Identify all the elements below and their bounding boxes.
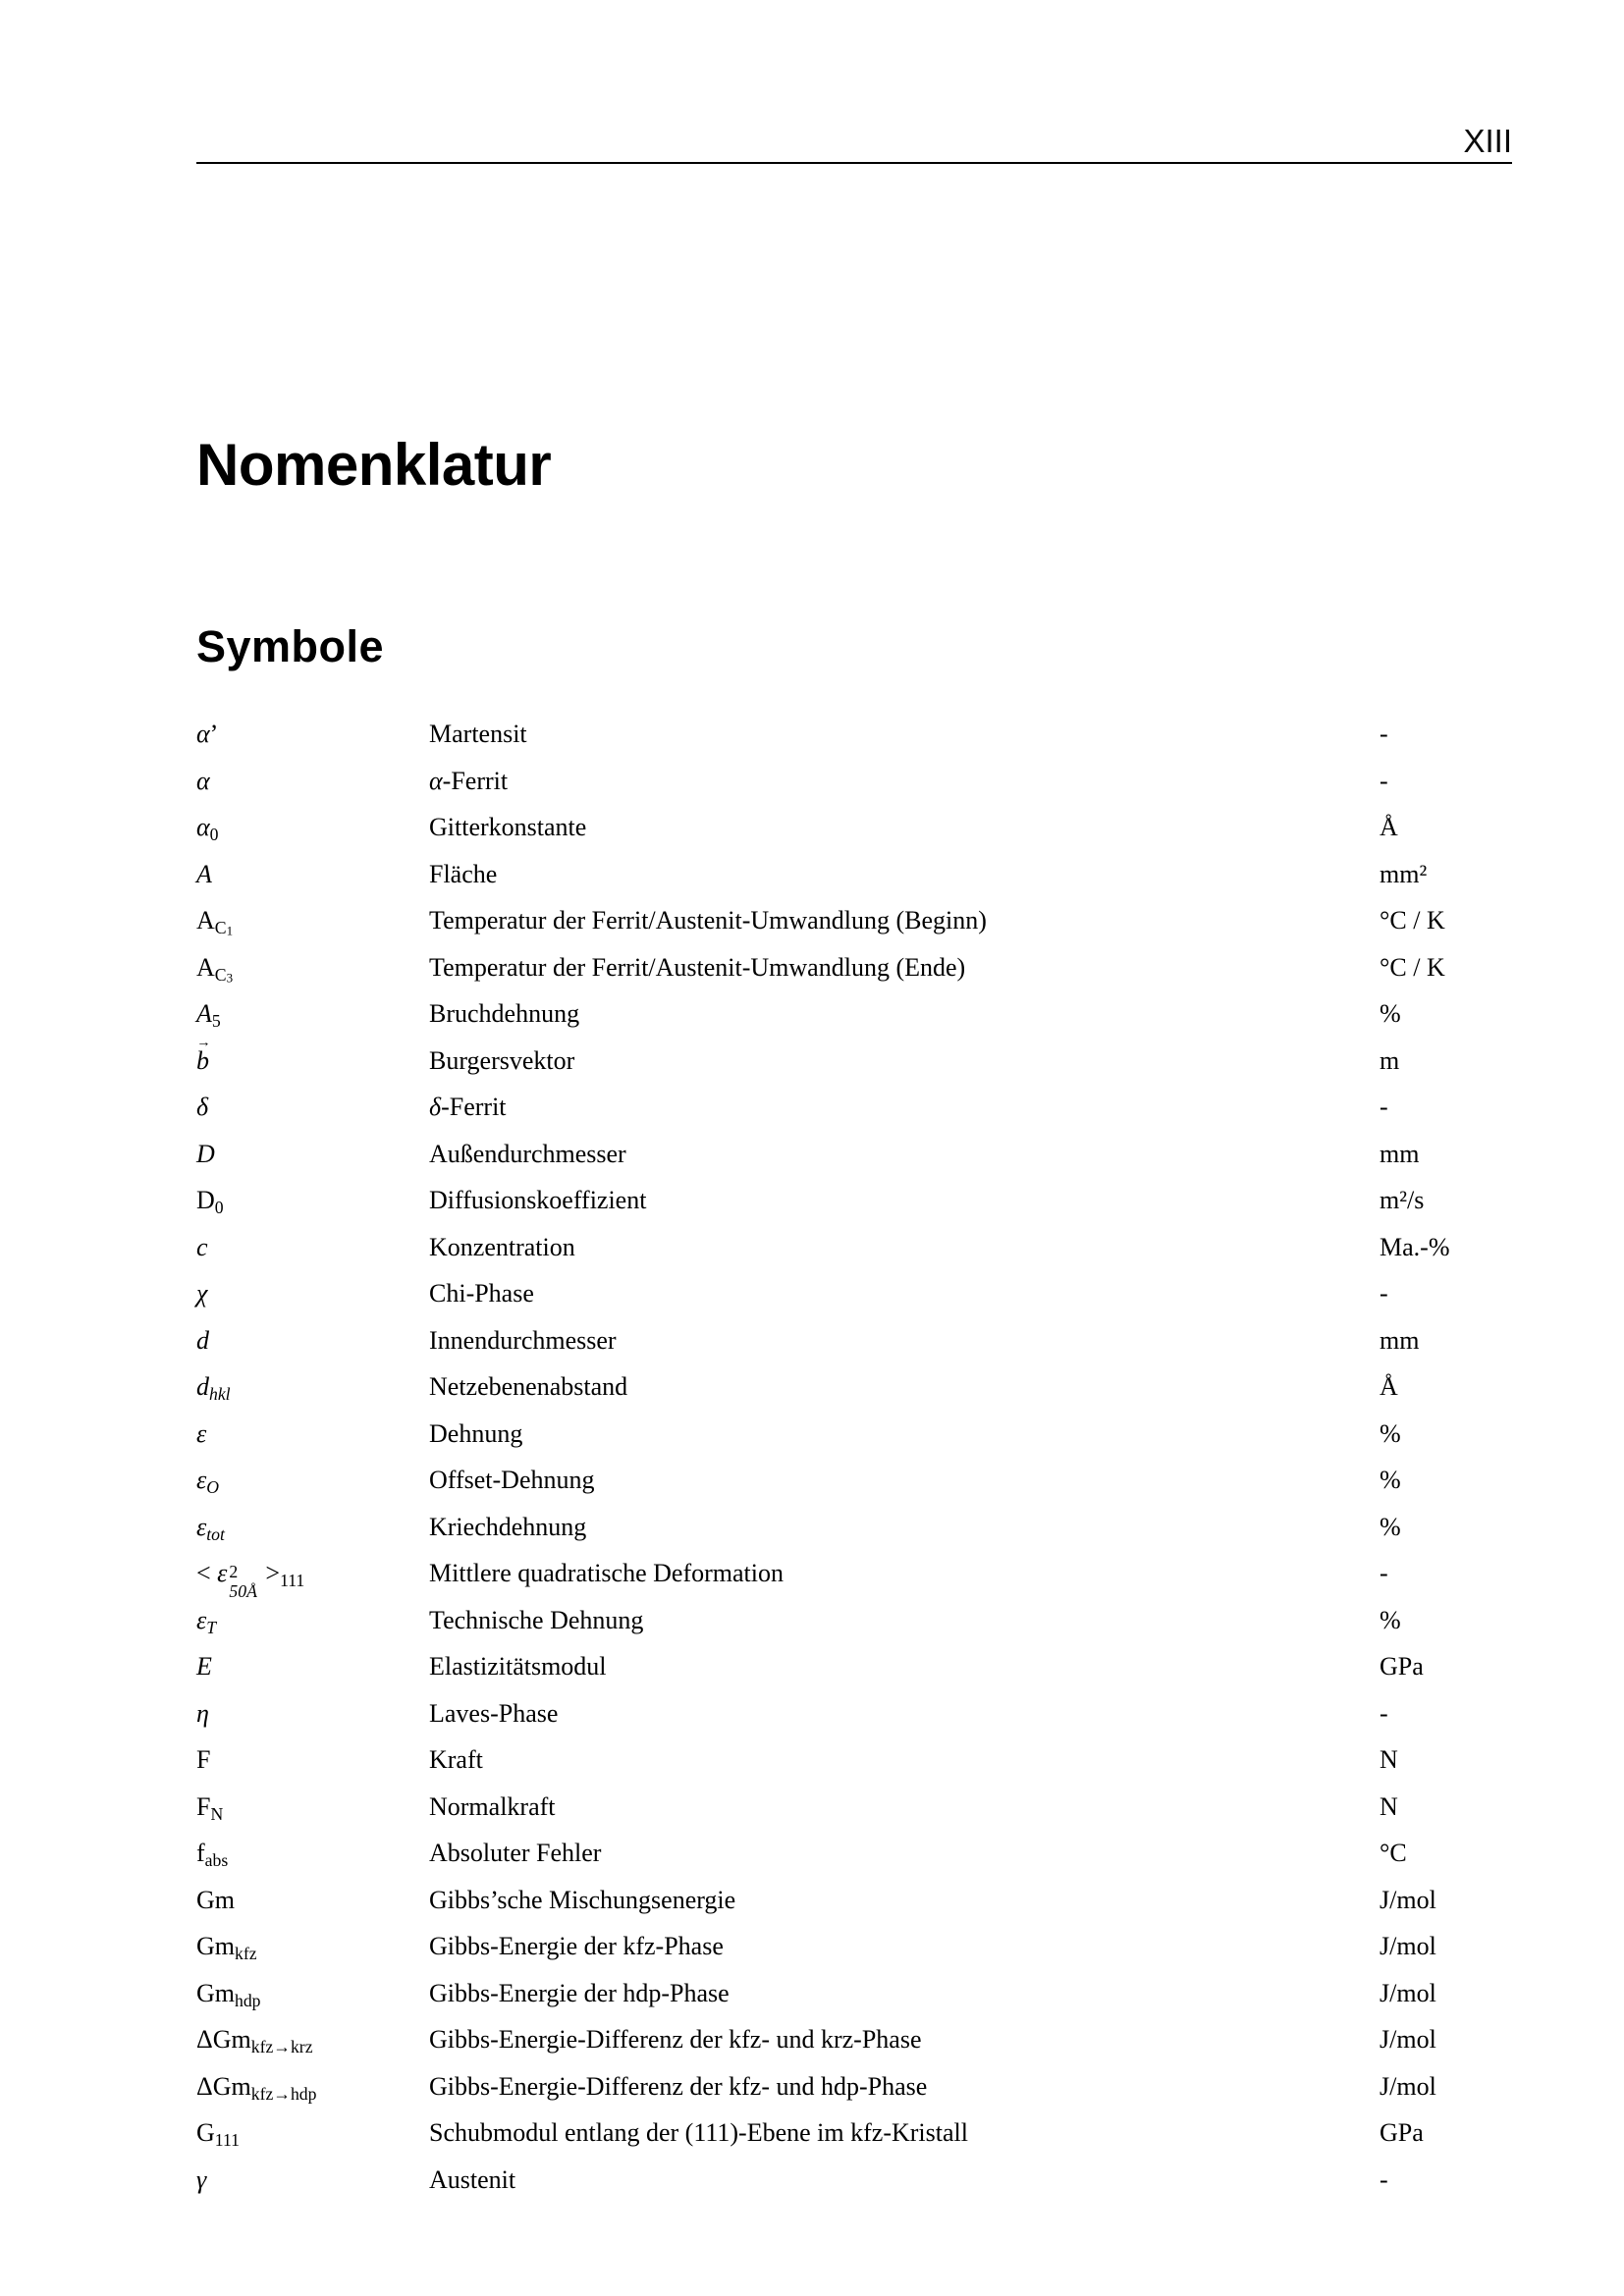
symbols-table bbox=[196, 711, 1512, 2203]
description-cell: Diffusionskoeffizient bbox=[429, 1186, 647, 1214]
symbol-cell bbox=[196, 1131, 429, 1178]
symbol-row bbox=[196, 2016, 1512, 2063]
unit-cell: J/mol bbox=[1380, 1932, 1436, 1960]
description-cell: Außendurchmesser bbox=[429, 1139, 626, 1168]
symbol-segment: ΔGm bbox=[196, 2025, 251, 2054]
unit-cell: m bbox=[1380, 1045, 1400, 1075]
symbol-row bbox=[196, 1317, 1512, 1364]
unit-cell: N bbox=[1380, 1791, 1398, 1821]
description-cell: Austenit bbox=[429, 2164, 516, 2194]
symbol-row bbox=[196, 1643, 1512, 1690]
unit-cell: J/mol bbox=[1380, 1885, 1436, 1914]
symbol-cell bbox=[196, 2016, 429, 2063]
symbol-segment: A bbox=[196, 859, 212, 888]
unit-cell: J/mol bbox=[1380, 2025, 1436, 2054]
symbol-segment: A bbox=[196, 906, 215, 934]
symbol-cell bbox=[196, 897, 429, 944]
symbol-cell bbox=[196, 1270, 429, 1317]
symbol-segment: 5 bbox=[211, 1010, 221, 1031]
symbol-segment: Gm bbox=[196, 1885, 235, 1914]
symbol-segment bbox=[196, 1035, 211, 1075]
symbol-segment: ΔGm bbox=[196, 2071, 251, 2101]
symbol-segment: G bbox=[196, 2118, 215, 2147]
unit-cell: % bbox=[1380, 1605, 1401, 1634]
description-cell: Kriechdehnung bbox=[429, 1512, 587, 1541]
symbol-cell bbox=[196, 804, 429, 851]
symbol-cell bbox=[196, 1690, 429, 1737]
header-rule bbox=[196, 162, 1512, 164]
description-cell: Martensit bbox=[429, 720, 527, 748]
symbol-segment: tot bbox=[206, 1523, 225, 1544]
unit-cell: - bbox=[1380, 720, 1388, 748]
symbol-segment: ε bbox=[196, 1605, 207, 1634]
symbol-row bbox=[196, 1877, 1512, 1924]
description-cell: Mittlere quadratische Deformation bbox=[429, 1559, 784, 1587]
symbol-cell bbox=[196, 1830, 429, 1877]
symbol-segment: α bbox=[429, 766, 443, 795]
symbol-segment: δ bbox=[196, 1093, 209, 1121]
symbol-cell bbox=[196, 1643, 429, 1690]
unit-cell: mm bbox=[1380, 1325, 1420, 1355]
symbol-row bbox=[196, 851, 1512, 898]
unit-cell: % bbox=[1380, 1466, 1401, 1494]
symbol-segment: d bbox=[196, 1325, 209, 1355]
section-title: Symbole bbox=[196, 621, 385, 671]
description-cell: Innendurchmesser bbox=[429, 1325, 617, 1355]
symbol-row bbox=[196, 1923, 1512, 1970]
vector-arrow-icon: → bbox=[196, 1035, 211, 1051]
symbol-cell bbox=[196, 1877, 429, 1924]
symbol-segment: c bbox=[196, 1232, 208, 1261]
symbol-cell bbox=[196, 851, 429, 898]
symbol-cell bbox=[196, 1457, 429, 1504]
symbol-cell bbox=[196, 1363, 429, 1411]
description-cell: Absoluter Fehler bbox=[429, 1839, 602, 1867]
symbol-cell bbox=[196, 990, 429, 1038]
symbol-cell bbox=[196, 2157, 429, 2204]
symbol-segment: A bbox=[196, 999, 212, 1028]
symbol-segment: f bbox=[196, 1839, 205, 1867]
symbol-segment: F bbox=[196, 1791, 211, 1821]
vector-base: b bbox=[196, 1045, 209, 1075]
unit-cell: J/mol bbox=[1380, 1978, 1436, 2007]
description-cell bbox=[429, 1084, 1380, 1131]
symbol-row bbox=[196, 1457, 1512, 1504]
unit-cell: - bbox=[1380, 766, 1388, 795]
description-cell: Burgersvektor bbox=[429, 1045, 575, 1075]
unit-cell: % bbox=[1380, 999, 1401, 1028]
symbol-cell bbox=[196, 1317, 429, 1364]
symbol-cell bbox=[196, 1411, 429, 1458]
unit-cell: mm bbox=[1380, 1139, 1420, 1168]
symbol-segment: -Ferrit bbox=[441, 1093, 507, 1121]
symbol-cell bbox=[196, 1784, 429, 1831]
symbol-segment: kfz bbox=[235, 1943, 257, 1963]
unit-cell: °C / K bbox=[1380, 906, 1445, 934]
symbol-segment: E bbox=[196, 1652, 212, 1681]
unit-cell: °C bbox=[1380, 1839, 1407, 1867]
description-cell: Netzebenenabstand bbox=[429, 1372, 628, 1401]
description-cell: Temperatur der Ferrit/Austenit-Umwandlung (Beginn) bbox=[429, 906, 987, 934]
symbol-segment: ε bbox=[217, 1559, 228, 1587]
symbol-cell bbox=[196, 1550, 429, 1601]
unit-cell: N bbox=[1380, 1745, 1398, 1774]
symbol-segment: Gm bbox=[196, 1932, 235, 1960]
description-cell: Bruchdehnung bbox=[429, 999, 580, 1028]
symbol-segment: α bbox=[196, 766, 210, 795]
symbol-cell bbox=[196, 1084, 429, 1131]
symbol-segment: abs bbox=[204, 1849, 229, 1870]
symbol-cell bbox=[196, 2109, 429, 2157]
symbol-row bbox=[196, 804, 1512, 851]
symbol-row bbox=[196, 944, 1512, 991]
symbol-row bbox=[196, 1084, 1512, 1131]
symbol-row bbox=[196, 1131, 1512, 1178]
symbol-cell bbox=[196, 1177, 429, 1224]
description-cell: Normalkraft bbox=[429, 1791, 556, 1821]
symbol-row bbox=[196, 897, 1512, 944]
description-cell: Gibbs-Energie der hdp-Phase bbox=[429, 1978, 730, 2007]
symbol-row bbox=[196, 1597, 1512, 1644]
symbol-row bbox=[196, 1363, 1512, 1411]
symbol-segment: C bbox=[214, 964, 227, 985]
description-cell: Gitterkonstante bbox=[429, 813, 587, 841]
symbol-row bbox=[196, 711, 1512, 758]
description-cell: Elastizitätsmodul bbox=[429, 1652, 607, 1681]
unit-cell: - bbox=[1380, 1093, 1388, 1121]
symbol-segment: α bbox=[196, 720, 210, 748]
unit-cell: mm² bbox=[1380, 859, 1428, 888]
symbol-row bbox=[196, 1830, 1512, 1877]
symbol-segment: η bbox=[196, 1698, 209, 1728]
unit-cell: % bbox=[1380, 1418, 1401, 1448]
description-cell: Laves-Phase bbox=[429, 1698, 559, 1728]
description-cell: Gibbs-Energie-Differenz der kfz- und krz-Phase bbox=[429, 2025, 922, 2054]
symbol-segment: 0 bbox=[214, 1197, 224, 1217]
symbol-row bbox=[196, 1177, 1512, 1224]
unit-cell: °C / K bbox=[1380, 952, 1445, 982]
symbol-row bbox=[196, 758, 1512, 805]
description-cell: Technische Dehnung bbox=[429, 1605, 644, 1634]
symbol-row bbox=[196, 1970, 1512, 2017]
symbol-segment: Gm bbox=[196, 1978, 235, 2007]
unit-cell: - bbox=[1380, 2164, 1388, 2194]
symbol-segment: 0 bbox=[209, 824, 219, 844]
symbol-row bbox=[196, 1504, 1512, 1551]
symbol-row bbox=[196, 1690, 1512, 1737]
symbol-cell bbox=[196, 944, 429, 991]
page-number: XIII bbox=[1463, 123, 1512, 159]
symbol-segment: α bbox=[196, 813, 210, 841]
symbol-row bbox=[196, 2063, 1512, 2110]
symbol-row bbox=[196, 1550, 1512, 1601]
unit-cell: - bbox=[1380, 1279, 1388, 1308]
description-cell: Gibbs’sche Mischungsenergie bbox=[429, 1885, 736, 1914]
description-cell: Temperatur der Ferrit/Austenit-Umwandlung (Ende) bbox=[429, 952, 966, 982]
unit-cell: - bbox=[1380, 1559, 1388, 1587]
symbol-row bbox=[196, 1035, 1512, 1085]
symbol-row bbox=[196, 1784, 1512, 1831]
symbol-segment: hkl bbox=[209, 1383, 231, 1404]
description-cell: Dehnung bbox=[429, 1418, 523, 1448]
unit-cell: Å bbox=[1380, 813, 1398, 841]
symbol-segment: < bbox=[196, 1559, 218, 1587]
symbol-segment: hdp bbox=[235, 1990, 261, 2010]
symbol-segment: D bbox=[196, 1139, 215, 1168]
symbol-segment: χ bbox=[196, 1279, 208, 1308]
symbol-cell bbox=[196, 1224, 429, 1271]
symbol-segment: > bbox=[258, 1559, 281, 1587]
description-cell: Fläche bbox=[429, 859, 498, 888]
symbol-row bbox=[196, 1736, 1512, 1784]
symbol-cell bbox=[196, 1736, 429, 1784]
symbol-row bbox=[196, 1411, 1512, 1458]
unit-cell: Å bbox=[1380, 1372, 1398, 1401]
symbol-segment: 111 bbox=[214, 2129, 240, 2150]
symbol-row bbox=[196, 2157, 1512, 2204]
unit-cell: - bbox=[1380, 1698, 1388, 1728]
description-cell: Konzentration bbox=[429, 1232, 575, 1261]
symbol-cell bbox=[196, 1504, 429, 1551]
symbol-cell bbox=[196, 1970, 429, 2017]
symbol-segment: γ bbox=[196, 2164, 207, 2194]
symbol-segment: 3 bbox=[226, 970, 234, 985]
symbol-segment: ε bbox=[196, 1418, 207, 1448]
unit-cell: Ma.-% bbox=[1380, 1232, 1450, 1261]
symbol-segment: F bbox=[196, 1745, 211, 1774]
symbol-cell bbox=[196, 711, 429, 758]
symbol-segment: C bbox=[214, 917, 227, 937]
symbol-segment: 1 bbox=[226, 923, 234, 938]
symbol-segment: -Ferrit bbox=[442, 766, 509, 795]
symbol-row bbox=[196, 2109, 1512, 2157]
symbol-segment: O bbox=[206, 1476, 220, 1497]
symbol-segment: d bbox=[196, 1372, 209, 1401]
symbol-cell bbox=[196, 1035, 429, 1085]
symbol-segment: ε bbox=[196, 1466, 207, 1494]
description-cell: Chi-Phase bbox=[429, 1279, 534, 1308]
symbol-row bbox=[196, 1224, 1512, 1271]
symbol-segment: 111 bbox=[280, 1570, 305, 1590]
symbol-segment: kfz→krz bbox=[250, 2036, 313, 2056]
unit-cell: J/mol bbox=[1380, 2071, 1436, 2101]
unit-cell: GPa bbox=[1380, 1652, 1424, 1681]
symbol-segment: ε bbox=[196, 1512, 207, 1541]
symbol-cell bbox=[196, 1923, 429, 1970]
symbol-segment: T bbox=[206, 1617, 217, 1637]
symbol-cell bbox=[196, 1597, 429, 1644]
description-cell: Schubmodul entlang der (111)-Ebene im kfz-Kristall bbox=[429, 2118, 968, 2147]
symbol-segment: A bbox=[196, 952, 215, 982]
symbol-row bbox=[196, 1270, 1512, 1317]
symbol-segment: N bbox=[210, 1803, 224, 1824]
description-cell: Offset-Dehnung bbox=[429, 1466, 595, 1494]
unit-cell: % bbox=[1380, 1512, 1401, 1541]
symbol-segment: δ bbox=[429, 1093, 442, 1121]
symbol-cell bbox=[196, 2063, 429, 2110]
symbol-segment: kfz→hdp bbox=[250, 2083, 317, 2104]
description-cell: Kraft bbox=[429, 1745, 483, 1774]
unit-cell: GPa bbox=[1380, 2118, 1424, 2147]
page-title: Nomenklatur bbox=[196, 432, 552, 498]
symbol-cell bbox=[196, 758, 429, 805]
symbol-segment: ’ bbox=[209, 720, 219, 748]
unit-cell: m²/s bbox=[1380, 1186, 1425, 1214]
description-cell: Gibbs-Energie der kfz-Phase bbox=[429, 1932, 724, 1960]
subscript: 50Å bbox=[229, 1580, 257, 1601]
description-cell bbox=[429, 758, 1380, 805]
description-cell: Gibbs-Energie-Differenz der kfz- und hdp-Phase bbox=[429, 2071, 928, 2101]
superscript: 2 bbox=[229, 1561, 239, 1581]
symbol-row bbox=[196, 990, 1512, 1038]
symbol-segment: D bbox=[196, 1186, 215, 1214]
symbol-supsub-stack bbox=[229, 1563, 256, 1602]
